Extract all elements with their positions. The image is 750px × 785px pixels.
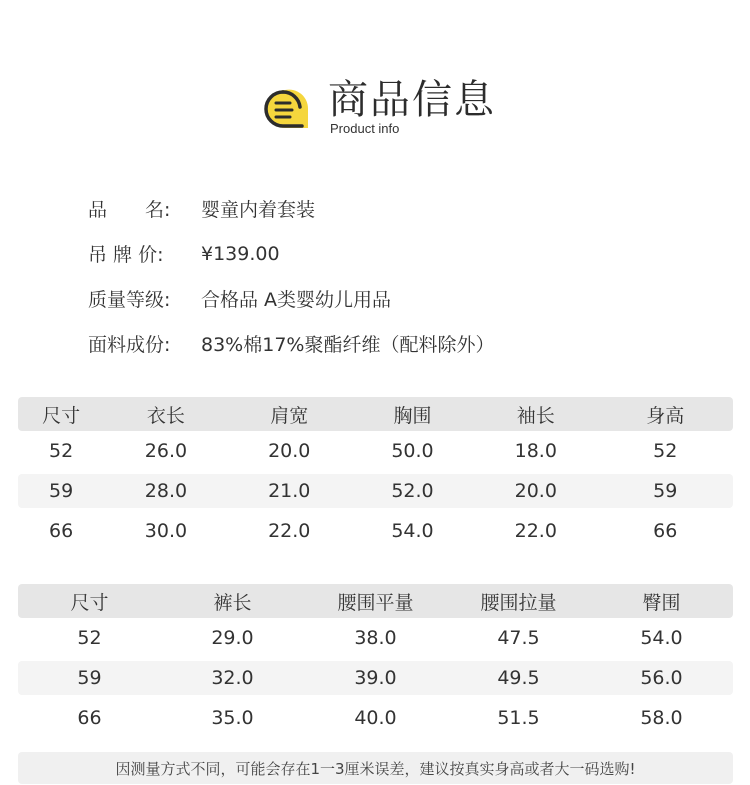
table-header-row — [18, 584, 733, 618]
table-row — [18, 431, 733, 471]
header-cell: 腰围拉量 — [480, 591, 557, 614]
page-subtitle: Product info — [330, 121, 400, 136]
table-cell: 52.0 — [391, 480, 434, 502]
table-cell: 59 — [49, 480, 74, 502]
list-icon — [262, 86, 312, 132]
table-row — [18, 618, 733, 658]
header-cell: 身高 — [646, 404, 685, 427]
table-cell: 50.0 — [391, 440, 434, 462]
table-row — [18, 511, 733, 551]
info-label: 吊 牌 价: — [88, 244, 164, 266]
table-cell: 22.0 — [268, 520, 311, 542]
header-cell: 尺寸 — [70, 591, 109, 614]
header-cell: 臀围 — [642, 591, 681, 614]
table-cell: 32.0 — [211, 667, 254, 689]
table-cell: 54.0 — [640, 627, 683, 649]
table-cell: 66 — [49, 520, 74, 542]
table-header-row — [18, 397, 733, 431]
table-cell: 54.0 — [391, 520, 434, 542]
table-cell: 40.0 — [354, 707, 397, 729]
info-row-grade — [88, 276, 708, 321]
section-header — [262, 74, 522, 144]
table-cell: 59 — [653, 480, 678, 502]
table-cell: 18.0 — [514, 440, 557, 462]
table-cell: 47.5 — [497, 627, 540, 649]
header-cell: 裤长 — [213, 591, 252, 614]
top-size-table — [18, 397, 733, 551]
table-cell: 21.0 — [268, 480, 311, 502]
info-label: 质量等级: — [88, 289, 171, 311]
header-cell: 尺寸 — [42, 404, 81, 427]
info-value: 83%棉17%聚酯纤维（配料除外） — [201, 334, 495, 356]
table-cell: 52 — [653, 440, 678, 462]
table-cell: 52 — [77, 627, 102, 649]
table-cell: 20.0 — [514, 480, 557, 502]
table-cell: 59 — [77, 667, 102, 689]
table-cell: 49.5 — [497, 667, 540, 689]
info-label: 面料成份: — [88, 334, 171, 356]
page-title: 商品信息 — [328, 77, 496, 123]
table-cell: 20.0 — [268, 440, 311, 462]
bottom-size-table — [18, 584, 733, 738]
header-cell: 衣长 — [146, 404, 185, 427]
product-info-list — [88, 186, 708, 366]
table-cell: 26.0 — [144, 440, 188, 462]
info-row-name — [88, 186, 708, 231]
header-cell: 腰围平量 — [337, 591, 414, 614]
header-cell: 袖长 — [516, 404, 555, 427]
table-cell: 51.5 — [497, 707, 540, 729]
info-value: 合格品 A类婴幼儿用品 — [201, 289, 392, 311]
table-cell: 39.0 — [354, 667, 397, 689]
info-value: 婴童内着套装 — [201, 199, 316, 221]
table-cell: 35.0 — [211, 707, 254, 729]
table-cell: 30.0 — [144, 520, 188, 542]
table-cell: 56.0 — [640, 667, 683, 689]
table-cell: 22.0 — [514, 520, 557, 542]
header-cell: 肩宽 — [270, 404, 309, 427]
table-row — [18, 661, 733, 695]
table-cell: 29.0 — [211, 627, 254, 649]
header-cell: 胸围 — [393, 404, 432, 427]
table-cell: 66 — [77, 707, 102, 729]
table-cell: 66 — [653, 520, 678, 542]
info-value: ¥139.00 — [201, 242, 280, 265]
info-label: 品 名: — [88, 199, 171, 221]
info-row-price — [88, 231, 708, 276]
table-row — [18, 474, 733, 508]
table-cell: 52 — [49, 440, 74, 462]
measurement-note: 因测量方式不同，可能会存在1一3厘米误差，建议按真实身高或者大一码选购! — [18, 752, 733, 784]
table-row — [18, 698, 733, 738]
table-cell: 28.0 — [144, 480, 188, 502]
info-row-fabric — [88, 321, 708, 366]
table-cell: 58.0 — [640, 707, 683, 729]
table-cell: 38.0 — [354, 627, 397, 649]
